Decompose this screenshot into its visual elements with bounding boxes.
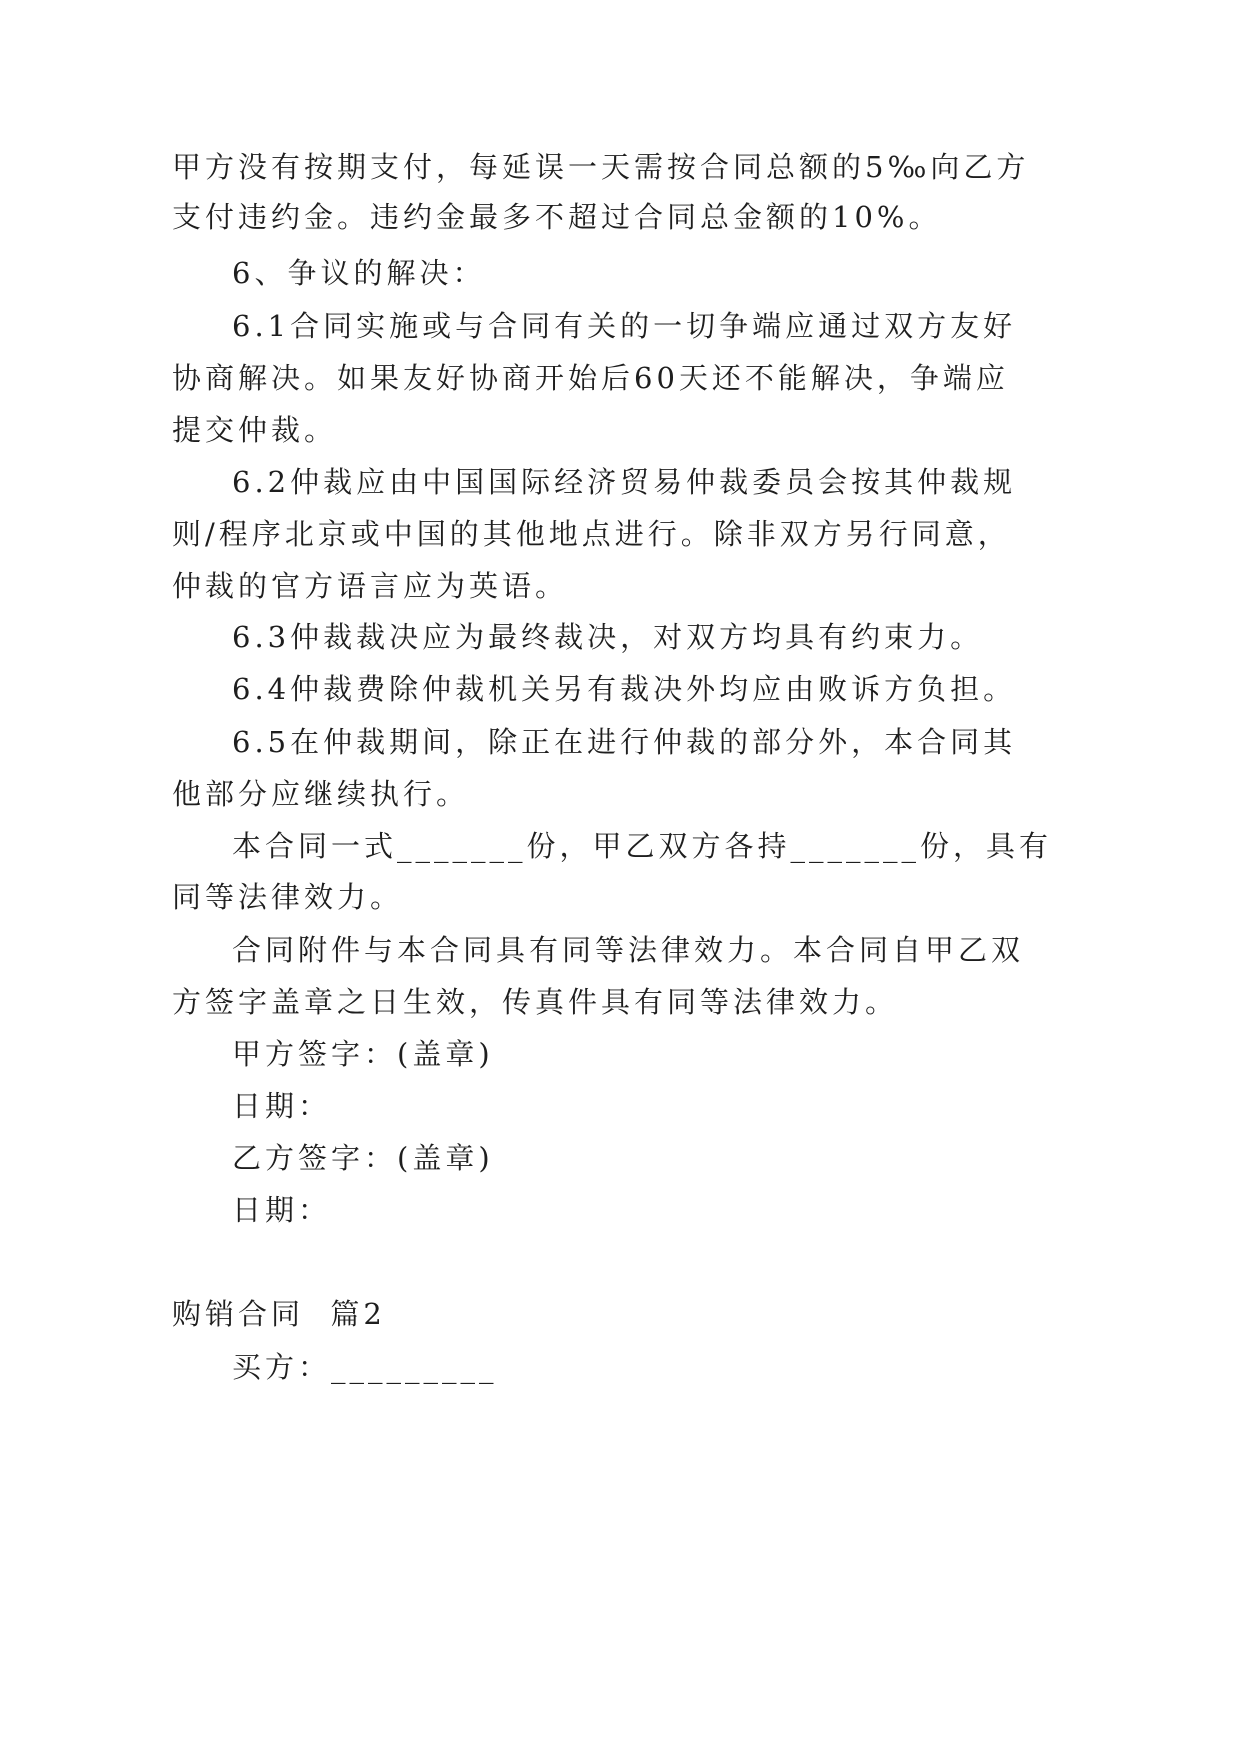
paragraph-line: 6.4仲裁费除仲裁机关另有裁决外均应由败诉方负担。 [232, 672, 1017, 706]
paragraph-line: 同等法律效力。 [172, 880, 404, 914]
paragraph-line: 支付违约金。违约金最多不超过合同总金额的10%。 [172, 200, 942, 234]
paragraph-line: 方签字盖章之日生效，传真件具有同等法律效力。 [172, 985, 899, 1019]
party-a-date: 日期： [232, 1089, 332, 1123]
paragraph-line: 则/程序北京或中国的其他地点进行。除非双方另行同意， [172, 517, 1011, 551]
copies-middle: 份，甲乙双方各持 [526, 829, 791, 863]
copies-suffix: 份，具有 [920, 829, 1053, 863]
paragraph-line: 合同附件与本合同具有同等法律效力。本合同自甲乙双 [232, 933, 1025, 967]
copies-blank: _______ [790, 829, 921, 863]
buyer-blank: _________ [331, 1350, 498, 1384]
party-b-date: 日期： [232, 1193, 332, 1227]
paragraph-line: 6.1合同实施或与合同有关的一切争端应通过双方友好 [232, 309, 1017, 343]
section-heading: 6、争议的解决： [232, 256, 486, 290]
buyer-line [232, 1350, 498, 1384]
paragraph-line: 6.2仲裁应由中国国际经济贸易仲裁委员会按其仲裁规 [232, 465, 1017, 499]
party-a-signature: 甲方签字：(盖章) [232, 1037, 494, 1071]
copies-blank: _______ [397, 829, 527, 863]
paragraph-line: 6.5在仲裁期间，除正在进行仲裁的部分外，本合同其 [232, 725, 1017, 759]
paragraph-line: 提交仲裁。 [172, 413, 338, 447]
buyer-label: 买方： [232, 1350, 332, 1384]
paragraph-line: 协商解决。如果友好协商开始后60天还不能解决，争端应 [172, 361, 1009, 395]
paragraph-line: 他部分应继续执行。 [172, 777, 470, 811]
paragraph-line: 仲裁的官方语言应为英语。 [172, 569, 569, 603]
copies-line [232, 829, 1053, 863]
section-title: 购销合同 篇2 [172, 1297, 386, 1331]
party-b-signature: 乙方签字：(盖章) [232, 1141, 494, 1175]
paragraph-line: 甲方没有按期支付，每延误一天需按合同总额的5‰向乙方 [172, 150, 1030, 184]
paragraph-line: 6.3仲裁裁决应为最终裁决，对双方均具有约束力。 [232, 620, 984, 654]
copies-prefix: 本合同一式 [232, 829, 398, 863]
